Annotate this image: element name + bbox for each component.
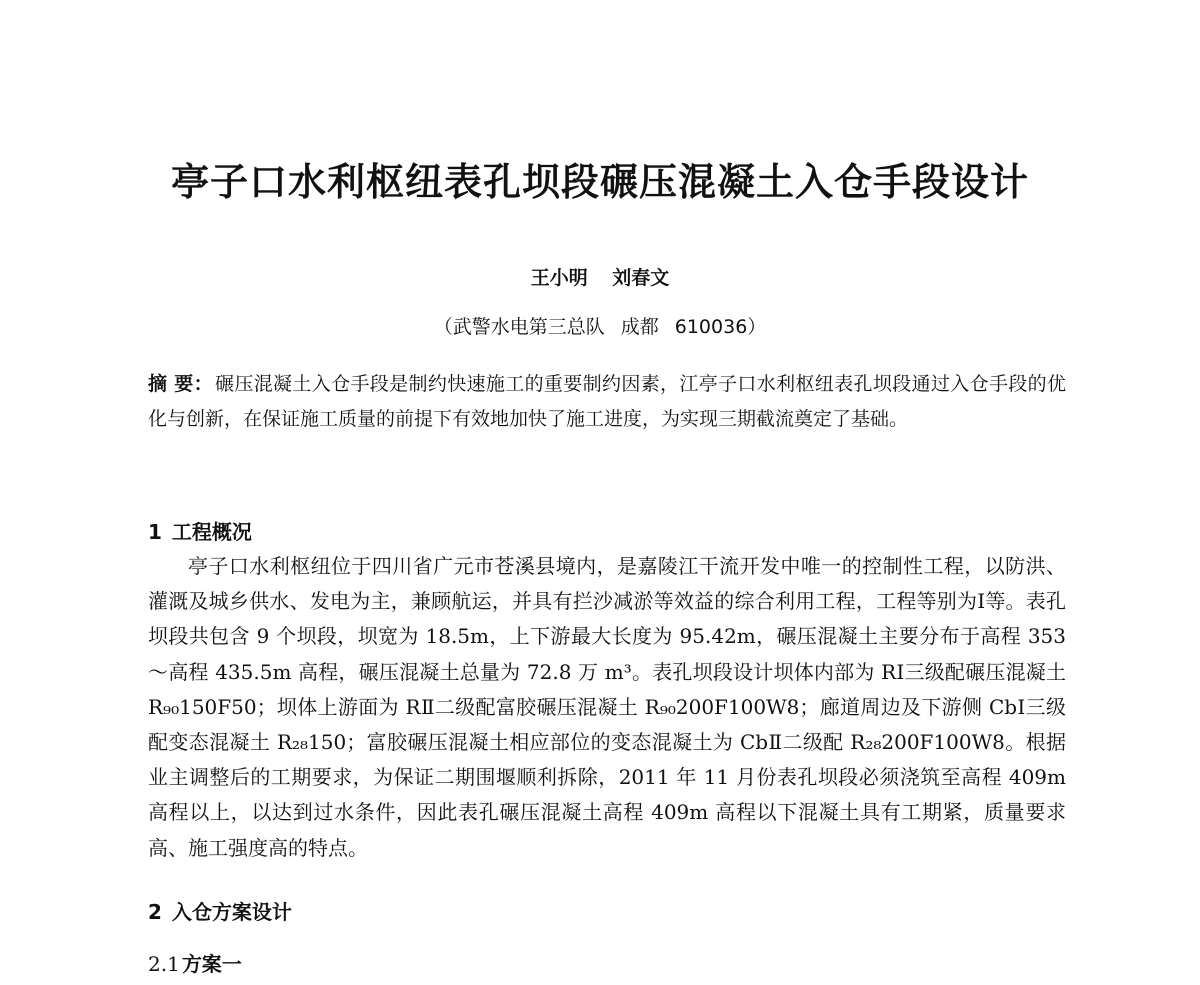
abstract-label: 摘 要： <box>148 373 214 395</box>
section-heading <box>148 897 292 927</box>
section-paragraph: 亭子口水利枢纽位于四川省广元市苍溪县境内，是嘉陵江干流开发中唯一的控制性工程，以防洪、灌溉及城乡供水、发电为主，兼顾航运，并具有拦沙减淤等效益的综合利用工程，工程等别为Ⅰ等。表孔坝段共包含 9 个坝段，坝宽为 18.5m，上下游最大长度为 95.42m，碾压混凝土主要分布于高程 353～高程 435.5m 高程，碾压混凝土总量为 72.8 万 m³。表孔坝段设计坝体内部为 RⅠ三级配碾压混凝土 R₉₀150F50；坝体上游面为 RⅡ二级配富胶碾压混凝土 R₉₀200F100W8；廊道周边及下游侧 CbⅠ三级配变态混凝土 R₂₈150；富胶碾压混凝土相应部位的变态混凝土为 CbⅡ二级配 R₂₈200F100W8。根据业主调整后的工期要求，为保证二期围堰顺利拆除，2011 年 11 月份表孔坝段必须浇筑至高程 409m 高程以上，以达到过水条件，因此表孔碾压混凝土高程 409m 高程以下混凝土具有工期紧，质量要求高、施工强度高的特点。 <box>148 554 1066 860</box>
subsection-title: 方案一 <box>181 952 242 976</box>
subsection-heading <box>148 949 242 979</box>
paper-authors: 王小明 刘春文 <box>530 267 670 289</box>
section-number: 1 <box>148 520 162 544</box>
affiliation-city: 成都 <box>620 316 659 338</box>
affiliation-org: （武警水电第三总队 <box>433 316 605 338</box>
section-title: 工程概况 <box>171 520 252 544</box>
section-number: 2 <box>148 900 162 924</box>
paper-affiliation <box>0 312 1200 342</box>
abstract <box>148 367 1066 437</box>
affiliation-postcode: 610036） <box>674 316 767 338</box>
section-title: 入仓方案设计 <box>171 900 292 924</box>
abstract-text: 碾压混凝土入仓手段是制约快速施工的重要制约因素，江亭子口水利枢纽表孔坝段通过入仓手段的优化与创新，在保证施工质量的前提下有效地加快了施工进度，为实现三期截流奠定了基础。 <box>148 373 1066 430</box>
paper-title: 亭子口水利枢纽表孔坝段碾压混凝土入仓手段设计 <box>170 160 1029 204</box>
section-heading <box>148 517 252 547</box>
subsection-number: 2.1 <box>148 952 180 976</box>
